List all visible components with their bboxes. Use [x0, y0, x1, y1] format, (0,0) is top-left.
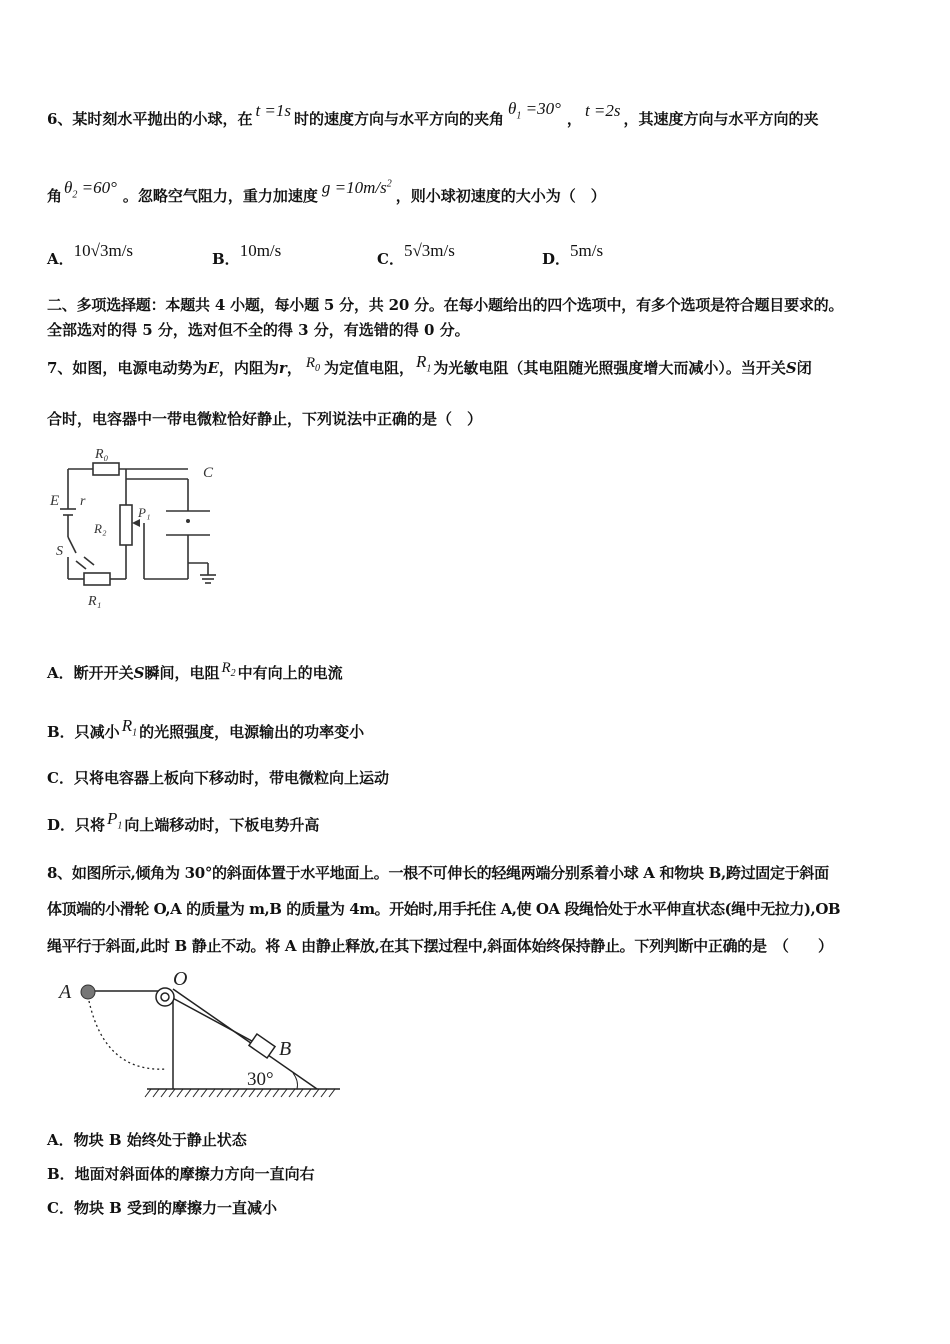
- q6-theta2: $\theta_2 =60^\circ$: [64, 178, 117, 201]
- label-b: B: [279, 1038, 292, 1060]
- q7-line1: 7、如图，电源电动势为E，内阻为r， $R_0$ 为定值电阻， $R_1$ 为光敏电阻（其电阻随光照强度增大而减小）。当开关S闭: [47, 352, 812, 377]
- block-b: [249, 1034, 275, 1058]
- q6-text: 6、某时刻水平抛出的小球，在: [47, 110, 253, 128]
- q7-R1: $R_1$: [416, 352, 432, 375]
- option-value: 10m/s: [239, 241, 282, 260]
- label-r: r: [80, 494, 86, 509]
- swing-path: [89, 1001, 167, 1069]
- q6-theta1: $\theta_1 =30^\circ$: [508, 99, 561, 122]
- incline-slope: [173, 989, 317, 1089]
- label-c: C: [203, 465, 214, 481]
- incline-diagram: [55, 965, 350, 1100]
- q7-R0: $R_0$: [305, 355, 320, 374]
- option-label: B．: [212, 250, 240, 268]
- label-e: E: [50, 493, 60, 509]
- ball-a: [81, 985, 95, 999]
- label-a: A: [59, 981, 72, 1003]
- q6-t1: t =1s: [255, 101, 292, 120]
- resistor-r0: [93, 463, 119, 475]
- potentiometer-r2: [120, 505, 132, 545]
- q6-text: ，: [566, 110, 582, 128]
- q6-t2: t =2s: [584, 101, 621, 120]
- q6-option-d: [542, 240, 604, 268]
- charged-particle: [186, 519, 190, 523]
- q8-option-c: C．物块 B 受到的摩擦力一直减小: [47, 1199, 278, 1217]
- slider-arrow: [132, 519, 140, 527]
- rope-ob: [167, 995, 263, 1047]
- circuit-diagram: [48, 445, 228, 615]
- q6-line2: [47, 178, 606, 208]
- switch: [68, 537, 76, 553]
- q8-line3: 绳平行于斜面,此时 B 静止不动。将 A 由静止释放,在其下摆过程中,斜面体始终保持静止。下列判断中正确的是 （ ）: [47, 937, 833, 955]
- section2-line2: 全部选对的得 5 分，选对但不全的得 3 分，有选错的得 0 分。: [47, 321, 470, 339]
- q7-option-a: A．断开开关S瞬间，电阻 $R_2$ 中有向上的电流: [47, 660, 343, 682]
- q6-line1: [47, 99, 819, 131]
- resistor-r1: [84, 573, 110, 585]
- q6-option-c: [377, 240, 455, 268]
- q8-line1: 8、如图所示,倾角为 30°的斜面体置于水平地面上。一根不可伸长的轻绳两端分别系着小球 A 和物块 B,跨过固定于斜面: [47, 864, 829, 882]
- label-r0: R₀: [95, 447, 109, 462]
- q7-option-c: C．只将电容器上板向下移动时，带电微粒向上运动: [47, 769, 389, 787]
- q6-text: 角: [47, 187, 63, 205]
- q6-text: 。忽略空气阻力，重力加速度: [122, 187, 318, 205]
- q8-option-a: A．物块 B 始终处于静止状态: [47, 1131, 247, 1149]
- option-value: 10√3m/s: [73, 241, 134, 260]
- q8-line2: 体顶端的小滑轮 O,A 的质量为 m,B 的质量为 4m。开始时,用手托住 A,使 OA 段绳恰处于水平伸直状态(绳中无拉力),OB: [47, 900, 841, 918]
- q6-text: ，则小球初速度的大小为（ ）: [395, 187, 606, 205]
- q6-text: ，其速度方向与水平方向的夹: [623, 110, 819, 128]
- option-label: A．: [47, 250, 74, 268]
- label-r1: R₁: [88, 594, 102, 609]
- option-value: 5m/s: [570, 241, 604, 260]
- q6-text: 时的速度方向与水平方向的夹角: [294, 110, 505, 128]
- q6-option-a: [47, 240, 134, 268]
- label-angle: 30°: [247, 1069, 274, 1090]
- q6-option-b: [212, 240, 282, 268]
- pulley-inner: [161, 993, 169, 1001]
- option-label: C．: [377, 250, 404, 268]
- section2-line1: 二、多项选择题：本题共 4 小题，每小题 5 分，共 20 分。在每小题给出的四个选项中，有多个选项是符合题目要求的。: [47, 296, 844, 314]
- option-value: 5√3m/s: [403, 241, 455, 260]
- q6-g: $g =10m/s^2$: [321, 178, 392, 197]
- q7-option-d: D．只将 $P_1$ 向上端移动时，下板电势升高: [47, 809, 320, 834]
- label-r2: R₂: [94, 521, 107, 536]
- q7-option-b: B．只减小 $R_1$ 的光照强度，电源输出的功率变小: [47, 716, 365, 741]
- option-label: D．: [542, 250, 571, 268]
- q7-line2: 合时，电容器中一带电微粒恰好静止，下列说法中正确的是（ ）: [47, 410, 483, 428]
- label-s: S: [56, 544, 63, 559]
- label-p1: P₁: [138, 505, 151, 520]
- label-o: O: [173, 968, 188, 990]
- q8-option-b: B．地面对斜面体的摩擦力方向一直向右: [47, 1165, 315, 1183]
